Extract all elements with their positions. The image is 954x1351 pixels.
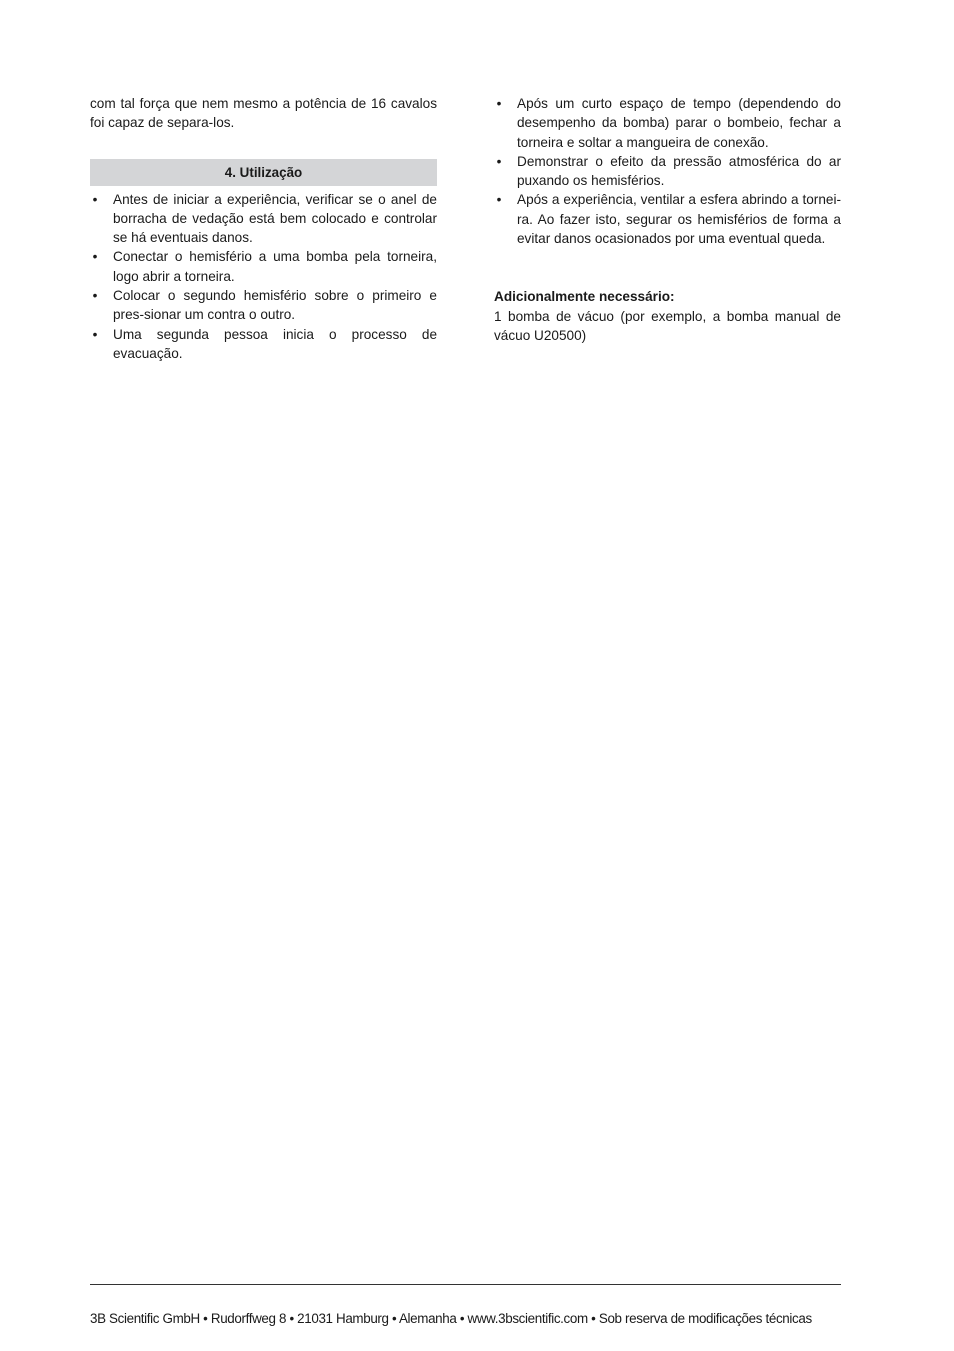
intro-paragraph: com tal força que nem mesmo a potência de 16 cavalos foi capaz de separa-los.	[90, 96, 437, 131]
list-item	[90, 286, 437, 325]
bullet-icon: •	[92, 249, 98, 265]
bullet-icon: •	[496, 153, 502, 169]
list-item	[494, 190, 841, 248]
section-heading-utilizacao: 4. Utilização	[90, 159, 437, 186]
bullet-icon: •	[92, 191, 98, 207]
list-item-text: Conectar o hemisfério a uma bomba pela torneira, logo abrir a torneira.	[113, 249, 437, 284]
additional-text: 1 bomba de vácuo (por exemplo, a bomba manual de vácuo U20500)	[494, 308, 841, 343]
usage-steps-list	[90, 190, 437, 364]
list-item-text: Uma segunda pessoa inicia o processo de evacuação.	[113, 326, 437, 361]
list-item-text: Demonstrar o efeito da pressão atmosférica do ar puxando os hemisférios.	[517, 153, 841, 189]
footer-text: 3B Scientific GmbH • Rudorffweg 8 • 21031 Hamburg • Alemanha • www.3bscientific.com • Sob reserva de modificações técnicas	[90, 1311, 812, 1326]
usage-steps-list-continued	[494, 94, 841, 248]
list-item-text: Colocar o segundo hemisfério sobre o primeiro e pres-sionar um contra o outro.	[113, 288, 437, 323]
list-item-text: Após a experiência, ventilar a esfera abrindo a tornei-ra. Ao fazer isto, segurar os hemisférios de forma a evitar danos ocasionados por uma eventual queda.	[517, 192, 841, 247]
additional-requirements	[494, 287, 841, 345]
list-item-text: Antes de iniciar a experiência, verificar se o anel de borracha de vedação está bem colocado e controlar se há eventuais danos.	[113, 191, 437, 246]
list-item	[90, 190, 437, 248]
additional-heading: Adicionalmente necessário:	[494, 289, 675, 305]
list-item-text: Após um curto espaço de tempo (dependendo do desempenho da bomba) parar o bombeio, fechar a torneira e soltar a mangueira de conexão.	[517, 96, 841, 150]
list-item	[90, 325, 437, 364]
bullet-icon: •	[496, 192, 502, 208]
footer-divider	[90, 1284, 841, 1285]
bullet-icon: •	[92, 288, 98, 304]
list-item	[494, 152, 841, 191]
right-column	[494, 94, 841, 345]
bullet-icon: •	[496, 96, 502, 111]
left-column	[90, 94, 437, 363]
bullet-icon: •	[92, 326, 98, 342]
list-item	[90, 247, 437, 286]
list-item	[494, 94, 841, 152]
